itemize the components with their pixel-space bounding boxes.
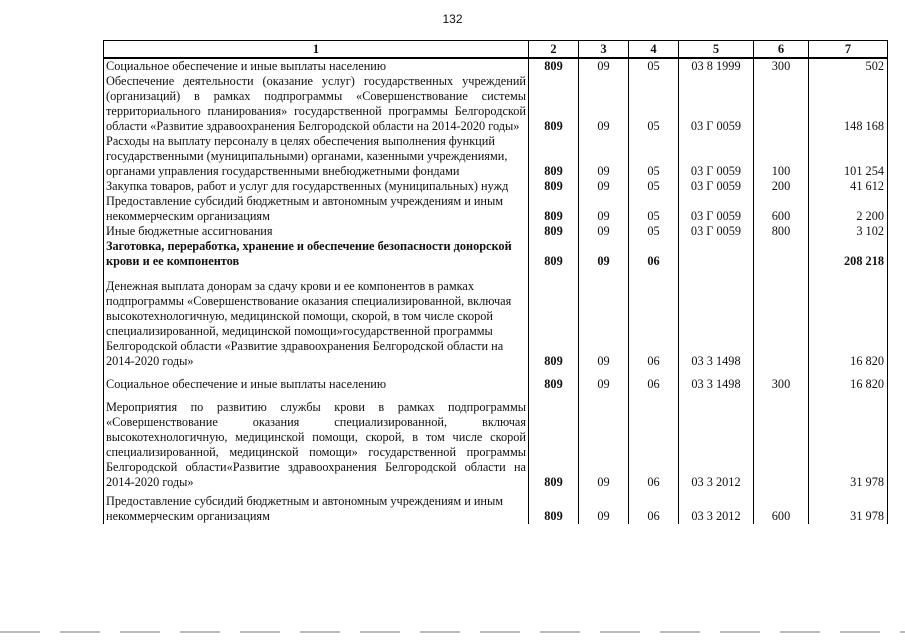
code-ministry: 809 — [529, 74, 579, 134]
code-expense-type: 300 — [754, 369, 809, 392]
code-subsection: 06 — [629, 239, 679, 269]
amount: 41 612 — [809, 179, 888, 194]
table-row-bold — [104, 239, 888, 269]
table-row — [104, 369, 888, 392]
code-subsection: 06 — [629, 392, 679, 490]
code-expense-type: 600 — [754, 490, 809, 524]
page-number: 132 — [442, 12, 463, 26]
code-section: 09 — [579, 392, 629, 490]
code-section: 09 — [579, 239, 629, 269]
row-name: Заготовка, переработка, хранение и обеспечение безопасности донорской крови и ее компонентов — [104, 239, 529, 269]
column-header: 4 — [629, 41, 679, 59]
code-section: 09 — [579, 58, 629, 74]
amount: 148 168 — [809, 74, 888, 134]
code-ministry: 809 — [529, 179, 579, 194]
code-subsection: 06 — [629, 269, 679, 369]
code-ministry: 809 — [529, 392, 579, 490]
row-name: Социальное обеспечение и иные выплаты населению — [104, 58, 529, 74]
code-target: 03 Г 0059 — [679, 194, 754, 224]
code-section: 09 — [579, 269, 629, 369]
code-expense-type — [754, 74, 809, 134]
code-expense-type: 600 — [754, 194, 809, 224]
table-row — [104, 194, 888, 224]
code-section: 09 — [579, 194, 629, 224]
row-name: Расходы на выплату персоналу в целях обеспечения выполнения функций государственными (муниципальными) органами, казенными учреждениями, органами управления государственными внебюджетными фондами — [104, 134, 529, 179]
row-name: Иные бюджетные ассигнования — [104, 224, 529, 239]
code-ministry: 809 — [529, 269, 579, 369]
amount: 502 — [809, 58, 888, 74]
column-header: 5 — [679, 41, 754, 59]
amount: 3 102 — [809, 224, 888, 239]
code-ministry: 809 — [529, 134, 579, 179]
column-header: 2 — [529, 41, 579, 59]
amount: 16 820 — [809, 369, 888, 392]
code-section: 09 — [579, 179, 629, 194]
amount: 16 820 — [809, 269, 888, 369]
code-expense-type — [754, 239, 809, 269]
code-ministry: 809 — [529, 239, 579, 269]
column-header: 7 — [809, 41, 888, 59]
row-name: Мероприятия по развитию службы крови в рамках подпрограммы «Совершенствование оказания специализированной, включая высокотехнологичную, медицинской помощи, скорой, в том числе скорой специализированной, медицинской помощи» государственной программы Белгородской области«Развитие здравоохранения Белгородской области на 2014-2020 годы» — [104, 392, 529, 490]
code-expense-type: 800 — [754, 224, 809, 239]
code-ministry: 809 — [529, 58, 579, 74]
code-expense-type: 100 — [754, 134, 809, 179]
code-section: 09 — [579, 369, 629, 392]
row-name: Предоставление субсидий бюджетным и автономным учреждениям и иным некоммерческим организациям — [104, 194, 529, 224]
row-name: Предоставление субсидий бюджетным и автономным учреждениям и иным некоммерческим организациям — [104, 490, 529, 524]
code-ministry: 809 — [529, 194, 579, 224]
code-subsection: 06 — [629, 490, 679, 524]
amount: 2 200 — [809, 194, 888, 224]
code-section: 09 — [579, 224, 629, 239]
budget-table — [103, 40, 888, 524]
code-target: 03 Г 0059 — [679, 134, 754, 179]
code-expense-type — [754, 269, 809, 369]
amount: 31 978 — [809, 392, 888, 490]
code-subsection: 06 — [629, 369, 679, 392]
code-target: 03 3 1498 — [679, 269, 754, 369]
row-name: Закупка товаров, работ и услуг для государственных (муниципальных) нужд — [104, 179, 529, 194]
table-row — [104, 269, 888, 369]
code-section: 09 — [579, 74, 629, 134]
code-target: 03 3 2012 — [679, 490, 754, 524]
code-subsection: 05 — [629, 74, 679, 134]
table-row — [104, 224, 888, 239]
amount: 31 978 — [809, 490, 888, 524]
table-row — [104, 74, 888, 134]
code-section: 09 — [579, 490, 629, 524]
table-row — [104, 179, 888, 194]
amount: 101 254 — [809, 134, 888, 179]
table-row — [104, 392, 888, 490]
amount: 208 218 — [809, 239, 888, 269]
code-target: 03 3 1498 — [679, 369, 754, 392]
code-expense-type: 300 — [754, 58, 809, 74]
code-target: 03 Г 0059 — [679, 74, 754, 134]
row-name: Обеспечение деятельности (оказание услуг) государственных учреждений (организаций) в рамках подпрограммы «Совершенствование системы территориального планирования» государственной программы Белгородской области «Развитие здравоохранения Белгородской области на 2014-2020 годы» — [104, 74, 529, 134]
column-header: 6 — [754, 41, 809, 59]
code-ministry: 809 — [529, 490, 579, 524]
code-section: 09 — [579, 134, 629, 179]
row-name: Денежная выплата донорам за сдачу крови и ее компонентов в рамках подпрограммы «Совершенствование оказания специализированной, включая высокотехнологичную, медицинской помощи, скорой, в том числе скорой специализированной, медицинской помощи»государственной программы Белгородской области «Развитие здравоохранения Белгородской области на 2014-2020 годы» — [104, 269, 529, 369]
column-header: 3 — [579, 41, 629, 59]
code-target: 03 Г 0059 — [679, 179, 754, 194]
code-subsection: 05 — [629, 194, 679, 224]
code-ministry: 809 — [529, 224, 579, 239]
column-header: 1 — [104, 41, 529, 59]
code-subsection: 05 — [629, 179, 679, 194]
code-subsection: 05 — [629, 134, 679, 179]
code-target — [679, 239, 754, 269]
code-ministry: 809 — [529, 369, 579, 392]
row-name: Социальное обеспечение и иные выплаты населению — [104, 369, 529, 392]
table-header-row — [104, 41, 888, 59]
scan-edge-line — [0, 631, 905, 633]
table-row — [104, 490, 888, 524]
code-expense-type — [754, 392, 809, 490]
code-subsection: 05 — [629, 224, 679, 239]
table-row — [104, 134, 888, 179]
code-subsection: 05 — [629, 58, 679, 74]
code-expense-type: 200 — [754, 179, 809, 194]
code-target: 03 Г 0059 — [679, 224, 754, 239]
code-target: 03 3 2012 — [679, 392, 754, 490]
code-target: 03 8 1999 — [679, 58, 754, 74]
table-row — [104, 58, 888, 74]
